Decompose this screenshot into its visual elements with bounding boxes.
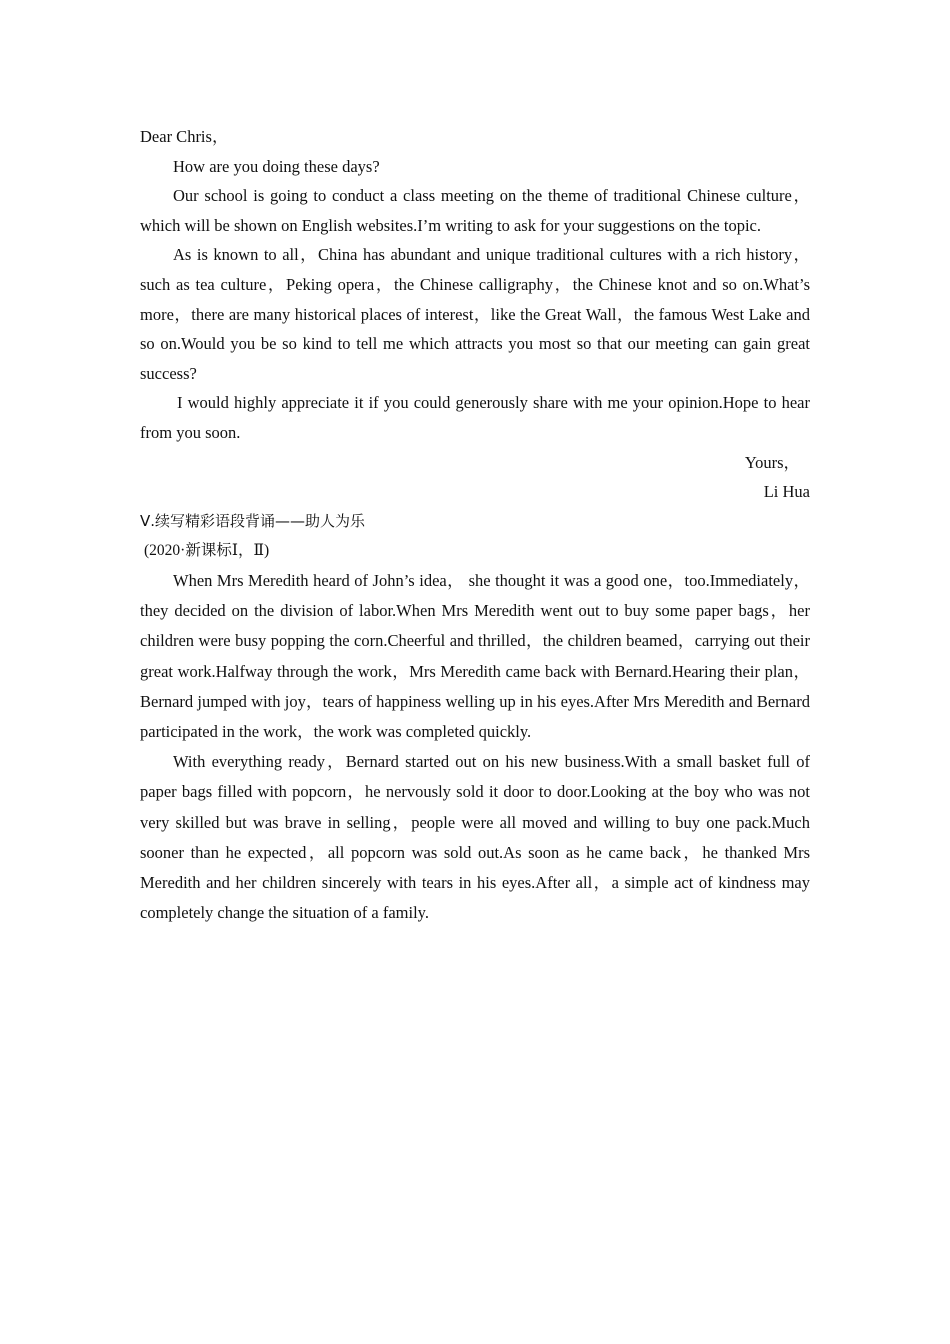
letter-signature: Li Hua (763, 482, 810, 502)
letter-closing: Yours， (744, 452, 800, 472)
section-source: (2020·新课标Ⅰ，Ⅱ) (144, 542, 270, 560)
story-paragraph-1: When Mrs Meredith heard of John’s idea， she thought it was a good one，too.Immediately，they decided on the division of labor.When Mrs Meredith went out to buy some paper bags，her children were busy popping the corn.Cheerful and thrilled，the children beamed，carrying out their great work.Halfway through the work，Mrs Meredith came back with Bernard.Hearing their plan，Bernard jumped with joy，tears of happiness welling up in his eyes.After Mrs Meredith and Bernard participated in the work，the work was completed quickly. (140, 570, 810, 741)
section-heading: Ⅴ.续写精彩语段背诵——助人为乐 (140, 511, 366, 530)
document-page (140, 122, 810, 928)
letter-paragraph-2: Our school is going to conduct a class meeting on the theme of traditional Chinese culture，which will be shown on English websites.I’m writing to ask for your suggestions on the topic. (140, 186, 810, 235)
story-paragraph-2: With everything ready，Bernard started out on his new business.With a small basket full of paper bags filled with popcorn，he nervously sold it door to door.Looking at the boy who was not very skilled but was brave in selling，people were all moved and willing to buy one pack.Much sooner than he expected，all popcorn was sold out.As soon as he came back，he thanked Mrs Meredith and her children sincerely with tears in his eyes.After all，a simple act of kindness may completely change the situation of a family. (140, 752, 810, 923)
letter-paragraph-4: I would highly appreciate it if you could generously share with me your opinion.Hope to hear from you soon. (140, 393, 810, 442)
letter-greeting: Dear Chris， (140, 127, 229, 146)
letter-paragraph-1: How are you doing these days? (173, 156, 380, 176)
letter-paragraph-3: As is known to all，China has abundant and unique traditional cultures with a rich history，such as tea culture，Peking opera，the Chinese calligraphy，the Chinese knot and so on.What’s more，there are many historical places of interest，like the Great Wall，the famous West Lake and so on.Would you be so kind to tell me which attracts you most so that our meeting can gain great success? (140, 245, 810, 383)
